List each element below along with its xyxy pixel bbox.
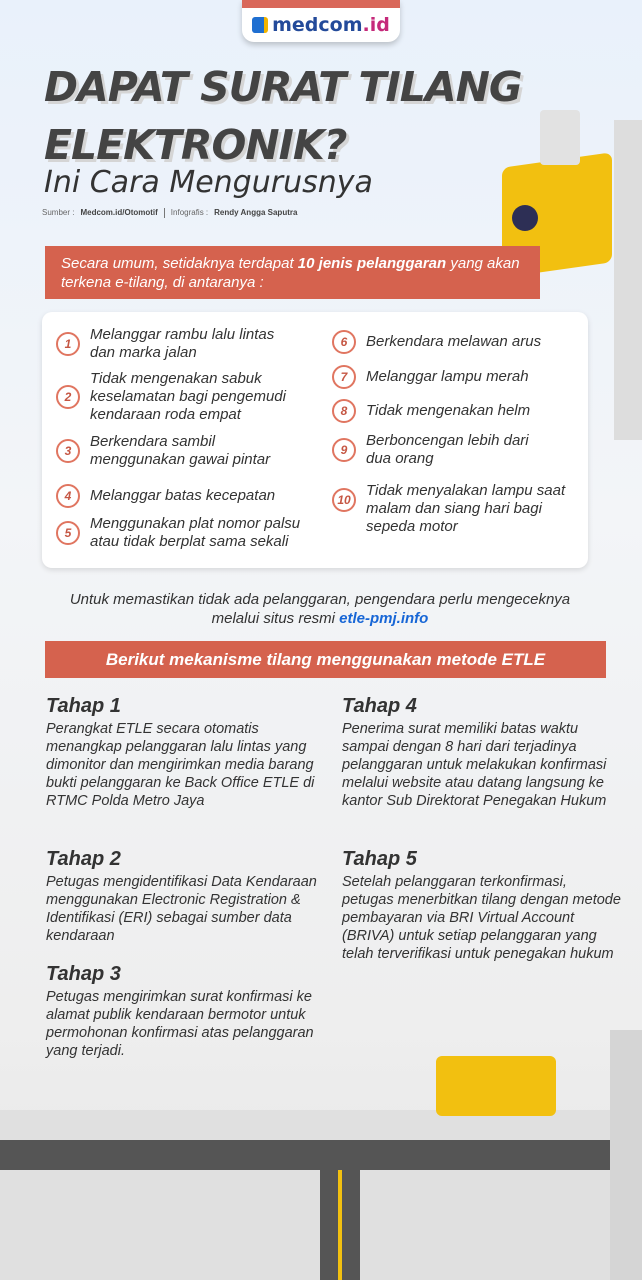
violation-text: Berkendara melawan arus [366,333,542,350]
brand-logo [242,0,400,42]
intro-text-end: yang akan terkena e-tilang, di antaranya : [61,255,520,291]
brand-suffix: .id [362,14,390,36]
camera-pole-illustration [614,120,642,440]
violation-text: Berboncengan lebih dari dua orang [366,432,529,467]
violation-item [332,365,582,389]
violation-item [332,432,582,468]
step-title: Tahap 1 [46,695,121,717]
violation-item [332,330,582,354]
step-title: Tahap 3 [46,963,121,985]
number-badge: 4 [56,484,80,508]
number-badge: 2 [56,385,80,409]
intro-banner [45,246,540,299]
violation-item [56,370,306,424]
credits [42,208,297,218]
violation-text: Melanggar lampu merah [366,368,529,385]
violations-card [42,312,588,568]
source-label: Sumber : [42,208,75,217]
infographic-label: Infografis : [170,208,209,217]
step-text: Perangkat ETLE secara otomatis menangkap pelanggaran lalu lintas yang dimonitor dan mengirimkan media barang bukti pelanggaran ke Back Office ETLE di RTMC Polda Metro Jaya [46,721,315,809]
page-subtitle: Ini Cara Mengurusnya [44,165,373,200]
number-badge: 9 [332,438,356,462]
camera-pole-illustration [610,1030,642,1280]
page-title [44,58,522,174]
violation-text: Berkendara sambil menggunakan gawai pintar [90,433,271,468]
number-badge: 1 [56,332,80,356]
intro-highlight: 10 jenis pelanggaran [297,255,447,272]
etle-website-link[interactable]: etle-pmj.info [339,610,429,627]
violation-text: Menggunakan plat nomor palsu atau tidak berplat sama sekali [90,515,301,550]
violation-text: Melanggar batas kecepatan [90,487,276,504]
step-1 [46,694,331,810]
step-title: Tahap 5 [342,848,417,870]
title-line-2: ELEKTRONIK? [44,121,347,169]
step-title: Tahap 4 [342,695,417,717]
source-value: Medcom.id/Otomotif [80,208,158,217]
number-badge: 10 [332,488,356,512]
number-badge: 7 [332,365,356,389]
violation-item [332,482,582,536]
violation-item [56,515,326,551]
violation-item [56,326,306,362]
violation-item [56,433,306,469]
mechanism-banner: Berikut mekanisme tilang menggunakan metode ETLE [45,641,606,678]
number-badge: 3 [56,439,80,463]
number-badge: 5 [56,521,80,545]
author-value: Rendy Angga Saputra [214,208,298,217]
step-title: Tahap 2 [46,848,121,870]
violation-text: Melanggar rambu lalu lintas dan marka jalan [90,326,275,361]
step-4 [342,694,627,810]
violation-item [56,484,316,508]
violation-text: Tidak menyalakan lampu saat malam dan siang hari bagi sepeda motor [366,482,566,535]
road-map-illustration [0,1110,642,1280]
step-text: Petugas mengidentifikasi Data Kendaraan menggunakan Electronic Registration & Identifikasi (ERI) sebagai sumber data kendaraan [46,874,317,944]
step-text: Setelah pelanggaran terkonfirmasi, petugas menerbitkan tilang dengan metode pembayaran via BRI Virtual Account (BRIVA) untuk setiap pelanggaran yang telah terverifikasi untuk penegakan hukum [342,874,621,962]
medcom-logo-icon [252,17,268,33]
step-2 [46,847,331,945]
number-badge: 6 [332,330,356,354]
step-text: Petugas mengirimkan surat konfirmasi ke alamat publik kendaraan bermotor untuk permohonan konfirmasi atas pelanggaran yang terjadi. [46,989,314,1059]
number-badge: 8 [332,399,356,423]
divider [164,208,165,218]
violation-item [332,399,582,423]
violation-text: Tidak mengenakan helm [366,402,531,419]
brand-name: medcom [272,14,363,36]
check-note [60,590,580,628]
violation-text: Tidak mengenakan sabuk keselamatan bagi pengemudi kendaraan roda empat [90,370,286,423]
step-text: Penerima surat memiliki batas waktu sampai dengan 8 hari dari terjadinya pelanggaran untuk melakukan konfirmasi melalui website atau datang langsung ke kantor Sub Direktorat Penegakan Hukum [342,721,607,809]
traffic-camera-illustration [436,1056,556,1116]
note-text: Untuk memastikan tidak ada pelanggaran, pengendara perlu mengeceknya melalui situs resmi [69,591,571,627]
intro-text: Secara umum, setidaknya terdapat [61,255,298,272]
title-line-1: DAPAT SURAT TILANG [44,63,522,111]
step-3 [46,962,331,1060]
step-5 [342,847,622,963]
